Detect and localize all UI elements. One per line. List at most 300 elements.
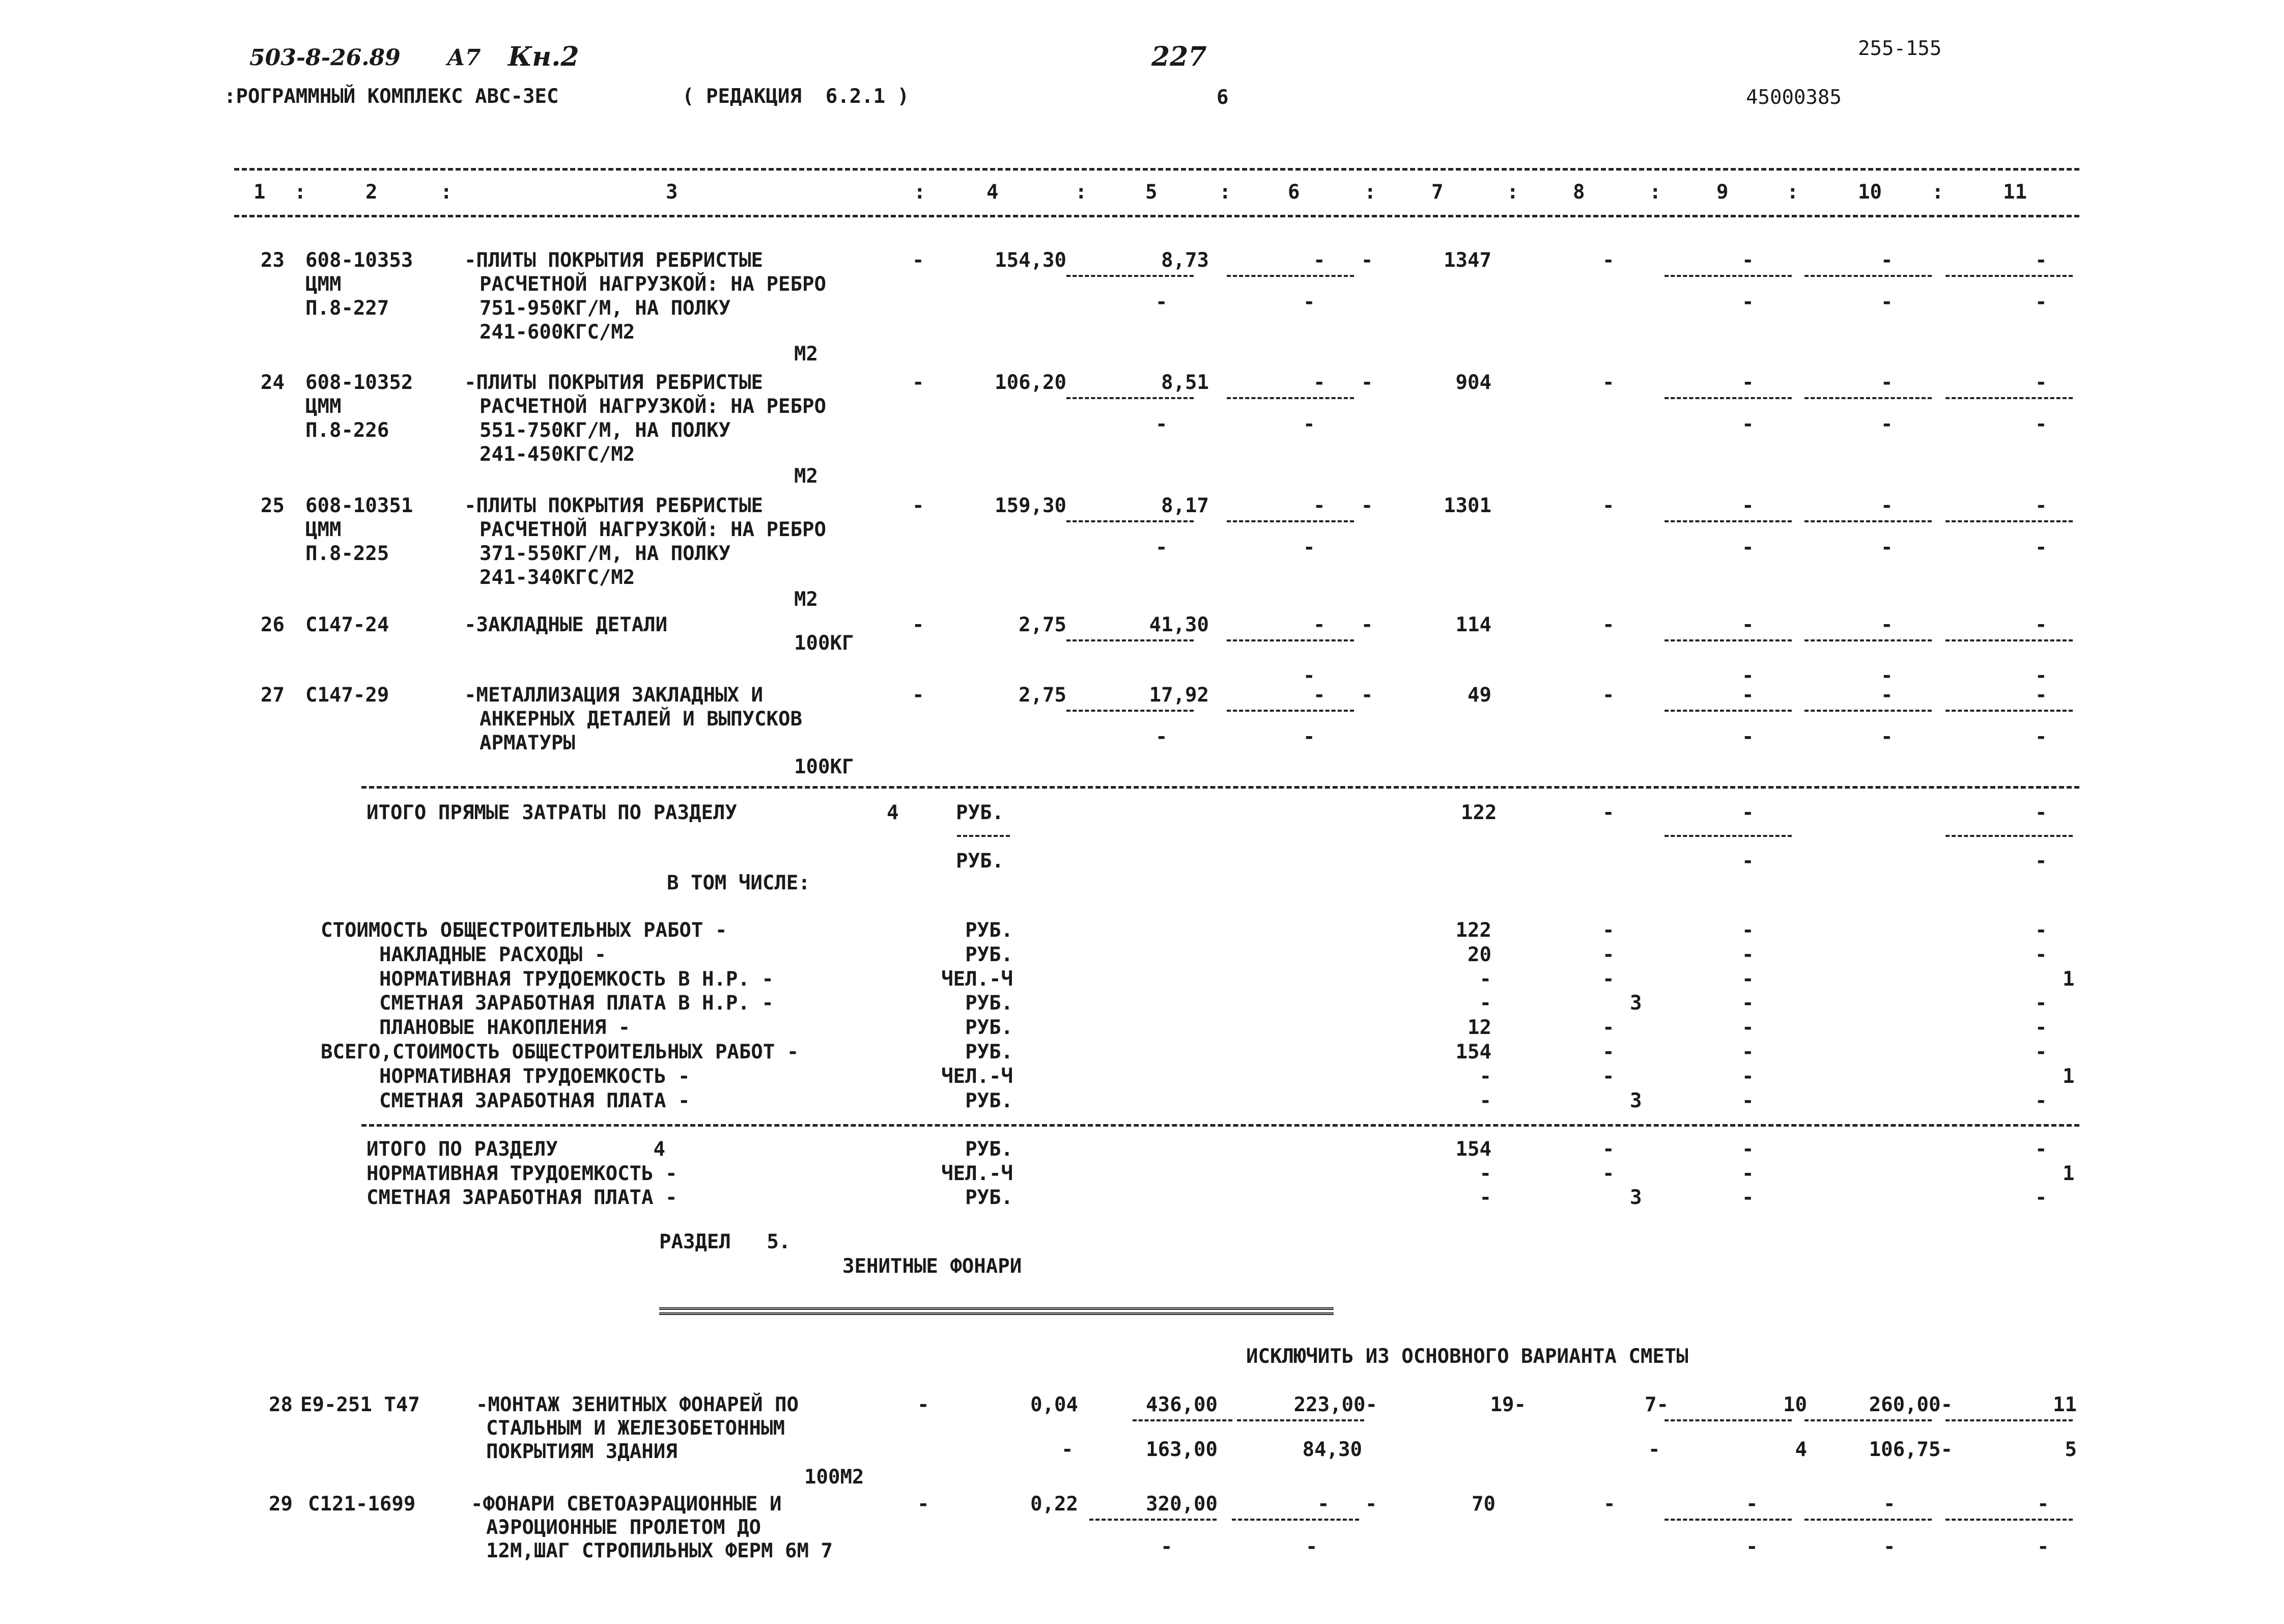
col11-value: - [2035,613,2047,636]
col11-sub: - [2035,725,2047,748]
col4-dash: - [912,494,924,517]
summary-col8: - [1602,1162,1615,1185]
summary-col9: - [1742,967,1754,991]
col11-value: - [2035,494,2047,517]
summary-unit: РУБ. [965,1186,1013,1209]
sub-rule [1227,710,1354,712]
col8-value: - [1602,613,1615,636]
col5-sub: 163,00 [1146,1438,1218,1461]
sub-rule [1945,710,2073,712]
summary-label: НАКЛАДНЫЕ РАСХОДЫ - [379,943,607,966]
col6-value: - - [1313,613,1373,636]
work-description: -ПЛИТЫ ПОКРЫТИЯ РЕБРИСТЫЕ [464,494,763,517]
col6-pre: - [1303,664,1315,687]
work-description: 551-750КГ/М, НА ПОЛКУ [480,419,731,442]
col11-value: - [2035,684,2047,707]
summary-unit: ЧЕЛ.-Ч [941,1065,1013,1088]
col10-value: - [1881,613,1893,636]
summary-col9: - [1742,1186,1754,1209]
col10-sub: - [1883,1535,1896,1558]
col4-dash: - [917,1493,929,1516]
summary-col8: - [1602,967,1615,991]
row-number: 26 [261,613,285,636]
summary-col9: - [1742,1138,1754,1161]
col11-sub: - [2035,413,2047,436]
exclude-note: ИСКЛЮЧИТЬ ИЗ ОСНОВНОГО ВАРИАНТА СМЕТЫ [1246,1345,1688,1368]
col9-value: - [1742,494,1754,517]
sub-rule [1066,710,1194,712]
sub-rule [1227,639,1354,641]
work-description: -ЗАКЛАДНЫЕ ДЕТАЛИ [464,613,668,636]
sub-rule [1665,275,1792,277]
sub-rule [1804,397,1932,399]
summary-label: СМЕТНАЯ ЗАРАБОТНАЯ ПЛАТА В Н.Р. - [379,992,774,1015]
sub-rule [1133,1419,1232,1421]
resource-reference: П.8-225 [305,542,389,565]
col5-sub: - [1161,1535,1173,1558]
sub-rule [1066,397,1194,399]
column-number: 4 [986,181,999,204]
col7-value: 19- [1490,1393,1526,1416]
summary-unit: ЧЕЛ.-Ч [941,1162,1013,1185]
sub-rule [1665,1519,1792,1521]
col4-dash: - [912,249,924,272]
col8-value: - [1602,494,1615,517]
column-separator: : [440,181,453,204]
work-description: АРМАТУРЫ [480,732,575,754]
resource-code: Е9-251 Т47 [300,1393,420,1416]
column-separator: : [1075,181,1087,204]
col5-sub: - [1155,413,1168,436]
summary-label: СМЕТНАЯ ЗАРАБОТНАЯ ПЛАТА - [379,1089,690,1112]
sub-rule [1804,639,1932,641]
sub-rule [1227,275,1354,277]
col6-value: - - [1313,249,1373,272]
sub-rule [1945,275,2073,277]
direct-costs-section: 4 [887,801,899,824]
column-separator: : [1787,181,1799,204]
col10-sub: - [1881,413,1893,436]
summary-unit: РУБ. [965,1016,1013,1040]
summary-label: СМЕТНАЯ ЗАРАБОТНАЯ ПЛАТА - [366,1186,678,1209]
col6-sub: 84,30 [1302,1438,1362,1461]
summary-col8: 3 [1630,992,1642,1015]
resource-code: 608-10351 [305,494,413,517]
col10-sub: 106,75- [1869,1438,1953,1461]
summary-col9: - [1742,919,1754,942]
summary-col11: 1 [2063,967,2075,991]
summary-col11: - [2035,1041,2047,1063]
page-number: 227 [1151,41,1207,72]
column-separator: : [294,181,306,204]
col6-sub: - [1306,1535,1318,1558]
unit-price: 8,17 [1161,494,1209,517]
sub-rule [1066,520,1194,522]
summary-col11: - [2035,1016,2047,1040]
sub-rule [957,835,1010,837]
col11-sub: - [2035,291,2047,314]
resource-code: С147-29 [305,684,389,707]
summary-col11: - [2035,1089,2047,1112]
summary-col8: - [1602,1041,1615,1063]
column-number: 3 [666,181,678,204]
summary-col8: 3 [1630,1186,1642,1209]
summary-col8: - [1602,919,1615,942]
summary-col7: - [1479,1186,1491,1209]
column-number: 11 [2003,181,2027,204]
resource-code: 608-10352 [305,371,413,394]
col6-sub: - [1303,536,1315,559]
summary-label: НОРМАТИВНАЯ ТРУДОЕМКОСТЬ - [379,1065,690,1088]
unit-of-measure: М2 [794,588,818,611]
column-separator: : [1364,181,1376,204]
sub-rule [1945,1519,2073,1521]
program-edition: ( РЕДАКЦИЯ 6.2.1 ) [682,85,910,108]
col4-dash: - [917,1393,929,1416]
direct-costs-c9-sub: - [1742,850,1754,873]
column-number: 1 [253,181,266,204]
book-number: Кн.2 [508,41,579,72]
column-separator: : [1507,181,1519,204]
unit-price: 8,73 [1161,249,1209,272]
col11-value: - [2037,1493,2049,1516]
resource-reference: П.8-227 [305,297,389,320]
col9-pre: - [1742,664,1754,687]
col9-sub: - [1742,413,1754,436]
col6-value: - - [1313,684,1373,707]
unit-of-measure: 100М2 [804,1466,864,1489]
sub-rule [1804,520,1932,522]
summary-col9: - [1742,1016,1754,1040]
col4-dash: - [912,613,924,636]
summary-unit: РУБ. [965,1089,1013,1112]
col9-sub: 4 [1795,1438,1807,1461]
col10-sub: - [1881,725,1893,748]
unit-of-measure: М2 [794,465,818,488]
col8-sub: - [1648,1438,1660,1461]
col7-value: 70 [1472,1493,1496,1516]
sheet-number: 6 [1217,86,1229,109]
summary-rule [361,786,2079,789]
summary-label: ВСЕГО,СТОИМОСТЬ ОБЩЕСТРОИТЕЛЬНЫХ РАБОТ - [321,1041,799,1063]
row-number: 25 [261,494,285,517]
quantity: 154,30 [995,249,1066,272]
column-number: 7 [1431,181,1444,204]
summary-col8: - [1602,943,1615,966]
col10-value: - [1883,1493,1896,1516]
quantity: 2,75 [1019,684,1066,707]
col8-value: 7- [1645,1393,1669,1416]
col10-sub: - [1881,291,1893,314]
summary-unit: РУБ. [965,919,1013,942]
sub-rule [1227,397,1354,399]
work-description: АЭРОЦИОННЫЕ ПРОЛЕТОМ ДО [486,1516,762,1539]
summary-label: НОРМАТИВНАЯ ТРУДОЕМКОСТЬ В Н.Р. - [379,967,774,991]
col9-sub: - [1742,536,1754,559]
total-cost: 49 [1468,684,1491,707]
col5-sub: - [1155,536,1168,559]
summary-label: ПЛАНОВЫЕ НАКОПЛЕНИЯ - [379,1016,631,1040]
direct-costs-c11-sub: - [2035,850,2047,873]
col11-sub: - [2037,1535,2049,1558]
sub-rule [1665,397,1792,399]
doc-code: 503-8-26.89 [249,45,401,71]
direct-costs-c9: - [1742,801,1754,824]
summary-label: НОРМАТИВНАЯ ТРУДОЕМКОСТЬ - [366,1162,678,1185]
summary-label: ИТОГО ПО РАЗДЕЛУ 4 [366,1138,665,1161]
resource-code: 608-10353 [305,249,413,272]
quantity: 0,22 [1030,1493,1078,1516]
sub-rule [1945,639,2073,641]
row-number: 28 [269,1393,293,1416]
unit-price: 17,92 [1149,684,1209,707]
col5-value: 436,00 [1146,1393,1218,1416]
summary-col9: - [1742,1065,1754,1088]
total-cost: 114 [1455,613,1491,636]
column-header-rule [234,215,2079,217]
col8-value: - [1602,249,1615,272]
work-description: РАСЧЕТНОЙ НАГРУЗКОЙ: НА РЕБРО [480,518,826,541]
column-number: 6 [1288,181,1300,204]
col10-value: 260,00- [1869,1393,1953,1416]
sub-rule [1237,1419,1364,1421]
sub-rule [1665,639,1792,641]
work-description: -МЕТАЛЛИЗАЦИЯ ЗАКЛАДНЫХ И [464,684,763,707]
summary-unit: ЧЕЛ.-Ч [941,967,1013,991]
work-description: АНКЕРНЫХ ДЕТАЛЕЙ И ВЫПУСКОВ [480,708,802,731]
summary-col9: - [1742,1041,1754,1063]
sub-rule [1066,275,1194,277]
col6-value: - - [1313,371,1373,394]
col8-value: - [1602,371,1615,394]
work-description: -МОНТАЖ ЗЕНИТНЫХ ФОНАРЕЙ ПО [476,1393,799,1416]
direct-costs-unit: РУБ. [956,801,1004,824]
summary-col8: 3 [1630,1089,1642,1112]
col5-sub: - [1155,291,1168,314]
col9-value: - [1742,249,1754,272]
summary-col11: - [2035,992,2047,1015]
summary-col11: - [2035,1186,2047,1209]
quantity: 0,04 [1030,1393,1078,1416]
work-description: -ФОНАРИ СВЕТОАЭРАЦИОННЫЕ И [471,1493,782,1516]
summary-col11: - [2035,1138,2047,1161]
sub-rule [1066,639,1194,641]
sub-rule [1945,1419,2073,1421]
direct-costs-c8: - [1602,801,1615,824]
direct-costs-c11: - [2035,801,2047,824]
total-cost: 1301 [1444,494,1491,517]
col9-sub: - [1742,291,1754,314]
col6-value: 223,00- [1293,1393,1377,1416]
col6-value: - - [1313,494,1373,517]
resource-reference: ЦММ [305,518,342,541]
quantity: 2,75 [1019,613,1066,636]
col6-sub: - [1303,413,1315,436]
sub-rule [1227,520,1354,522]
work-description: ПОКРЫТИЯМ ЗДАНИЯ [486,1440,678,1463]
col9-value: - [1746,1493,1758,1516]
col10-sub: - [1881,536,1893,559]
summary-col7: - [1479,967,1491,991]
summary-col11: - [2035,919,2047,942]
summary-unit: РУБ. [965,1041,1013,1063]
summary-col7: 12 [1468,1016,1491,1040]
sub-rule [1665,1419,1792,1421]
col9-value: - [1742,613,1754,636]
quantity: 159,30 [995,494,1066,517]
section-total-rule [361,1124,2079,1127]
col4-dash: - [912,684,924,707]
col9-sub: - [1742,725,1754,748]
sub-rule [1945,397,2073,399]
summary-col7: - [1479,992,1491,1015]
column-number: 5 [1145,181,1158,204]
column-number: 8 [1573,181,1585,204]
direct-costs-unit-2: РУБ. [956,850,1004,873]
summary-col7: - [1479,1089,1491,1112]
summary-col9: - [1742,943,1754,966]
row-number: 23 [261,249,285,272]
resource-code: С147-24 [305,613,389,636]
sub-rule [1804,1519,1932,1521]
sub-rule [1089,1519,1217,1521]
document-number: 45000385 [1746,86,1842,109]
summary-unit: РУБ. [965,943,1013,966]
row-number: 24 [261,371,285,394]
unit-of-measure: 100КГ [794,632,854,655]
summary-col11: 1 [2063,1065,2075,1088]
summary-col7: 154 [1455,1138,1491,1161]
sub-rule [1665,710,1792,712]
sub-rule [1945,520,2073,522]
col6-value: - - [1317,1493,1377,1516]
sub-rule [1945,835,2073,837]
col4-sub: - [1061,1438,1074,1461]
summary-col8: - [1602,1016,1615,1040]
resource-reference: ЦММ [305,273,342,296]
summary-col9: - [1742,992,1754,1015]
summary-col8: - [1602,1138,1615,1161]
col5-sub: - [1155,725,1168,748]
col10-value: - [1881,494,1893,517]
summary-col7: - [1479,1065,1491,1088]
col9-value: - [1742,684,1754,707]
col11-value: 11 [2053,1393,2077,1416]
summary-label: СТОИМОСТЬ ОБЩЕСТРОИТЕЛЬНЫХ РАБОТ - [321,919,727,942]
resource-reference: ЦММ [305,395,342,418]
direct-costs-total: 122 [1461,801,1497,824]
summary-col8: - [1602,1065,1615,1088]
resource-reference: П.8-226 [305,419,389,442]
sheet-code: 255-155 [1858,37,1942,60]
summary-col7: 122 [1455,919,1491,942]
row-number: 27 [261,684,285,707]
column-separator: : [914,181,926,204]
work-description: РАСЧЕТНОЙ НАГРУЗКОЙ: НА РЕБРО [480,273,826,296]
col9-sub: - [1746,1535,1758,1558]
section-name: ЗЕНИТНЫЕ ФОНАРИ [842,1255,1022,1278]
unit-price: 41,30 [1149,613,1209,636]
section-double-rule-2 [659,1312,1334,1315]
work-description: -ПЛИТЫ ПОКРЫТИЯ РЕБРИСТЫЕ [464,371,763,394]
work-description: 371-550КГ/М, НА ПОЛКУ [480,542,731,565]
unit-price: 8,51 [1161,371,1209,394]
column-separator: : [1219,181,1231,204]
col6-sub: - [1303,291,1315,314]
summary-col7: 154 [1455,1041,1491,1063]
col10-pre: - [1881,664,1893,687]
summary-col11: 1 [2063,1162,2075,1185]
sub-rule [1804,275,1932,277]
summary-col7: 20 [1468,943,1491,966]
work-description: 241-340КГС/М2 [480,566,635,589]
work-description: 241-450КГС/М2 [480,443,635,466]
col10-value: - [1881,371,1893,394]
summary-col9: - [1742,1089,1754,1112]
resource-code: С121-1699 [308,1493,416,1516]
sub-rule [1804,1419,1932,1421]
total-cost: 904 [1455,371,1491,394]
col10-value: - [1881,249,1893,272]
direct-costs-label: ИТОГО ПРЯМЫЕ ЗАТРАТЫ ПО РАЗДЕЛУ [366,801,737,824]
summary-unit: РУБ. [965,1138,1013,1161]
col5-value: 320,00 [1146,1493,1218,1516]
work-description: -ПЛИТЫ ПОКРЫТИЯ РЕБРИСТЫЕ [464,249,763,272]
quantity: 106,20 [995,371,1066,394]
including-label: В ТОМ ЧИСЛЕ: [667,872,810,894]
column-number: 10 [1858,181,1882,204]
col11-sub: - [2035,536,2047,559]
summary-col9: - [1742,1162,1754,1185]
col11-value: - [2035,371,2047,394]
unit-of-measure: 100КГ [794,755,854,778]
column-separator: : [1649,181,1661,204]
work-description: 12М,ШАГ СТРОПИЛЬНЫХ ФЕРМ 6М 7 [486,1539,833,1562]
table-top-rule [234,168,2079,171]
album-code: А7 [447,45,481,71]
row-number: 29 [269,1493,293,1516]
sub-rule [1665,520,1792,522]
program-name: :РОГРАММНЫЙ КОМПЛЕКС АВС-3ЕС [224,85,559,108]
section-double-rule [659,1307,1334,1310]
total-cost: 1347 [1444,249,1491,272]
col11-pre: - [2035,664,2047,687]
work-description: РАСЧЕТНОЙ НАГРУЗКОЙ: НА РЕБРО [480,395,826,418]
col11-value: - [2035,249,2047,272]
column-number: 2 [365,181,378,204]
summary-col7: - [1479,1162,1491,1185]
col11-sub: 5 [2065,1438,2077,1461]
column-separator: : [1932,181,1944,204]
col9-value: - [1742,371,1754,394]
col8-value: - [1603,1493,1616,1516]
col8-value: - [1602,684,1615,707]
col9-value: 10 [1783,1393,1807,1416]
col10-value: - [1881,684,1893,707]
work-description: 241-600КГС/М2 [480,321,635,344]
summary-unit: РУБ. [965,992,1013,1015]
unit-of-measure: М2 [794,343,818,366]
column-number: 9 [1716,181,1729,204]
section-title: РАЗДЕЛ 5. [659,1230,791,1253]
work-description: 751-950КГ/М, НА ПОЛКУ [480,297,731,320]
sub-rule [1665,835,1792,837]
sub-rule [1232,1519,1359,1521]
work-description: СТАЛЬНЫМ И ЖЕЛЕЗОБЕТОННЫМ [486,1417,785,1440]
sub-rule [1804,710,1932,712]
col4-dash: - [912,371,924,394]
col6-sub: - [1303,725,1315,748]
